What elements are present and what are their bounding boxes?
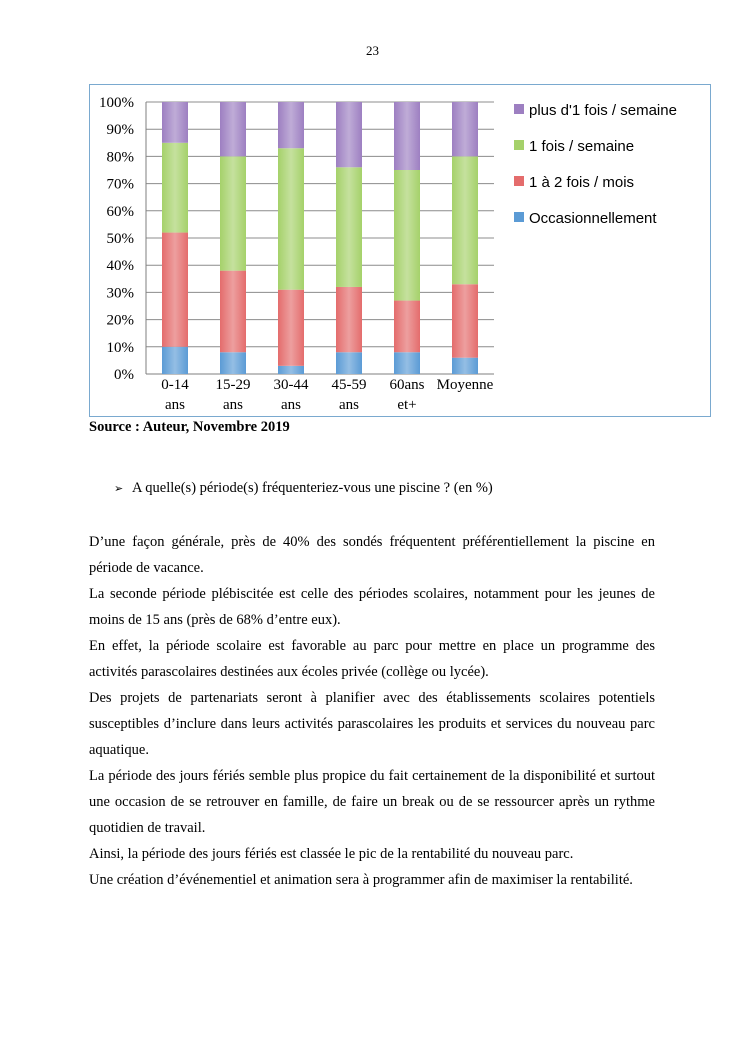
x-tick-label: 15-29 <box>215 377 251 393</box>
page-number: 23 <box>366 43 379 58</box>
y-tick-label: 70% <box>106 176 134 193</box>
bar-segment <box>278 102 304 148</box>
y-tick-label: 100% <box>99 95 134 111</box>
bar-segment <box>162 347 188 374</box>
bar-segment <box>452 156 478 284</box>
x-tick-label: ans <box>339 397 359 413</box>
bar-segment <box>394 102 420 170</box>
x-tick-label: 60ans <box>389 377 425 393</box>
paragraph: La période des jours fériés semble plus propice du fait certainement de la disponibilité et surtout une occasion de se retrouver en famille, de faire un break ou de se ressourcer après un rythme quotidien de travail. <box>89 768 655 836</box>
bar-segment <box>278 290 304 366</box>
x-tick-label: Moyenne <box>436 377 494 393</box>
bar-segment <box>220 271 246 353</box>
y-tick-label: 0% <box>114 367 134 383</box>
paragraph: Des projets de partenariats seront à planifier avec des établissements scolaires potentiels susceptibles d’inclure dans leurs activités parascolaires les produits et services du nouveau parc aquatique. <box>89 690 655 758</box>
bar-segment <box>220 156 246 270</box>
x-tick-label: ans <box>281 397 301 413</box>
y-tick-label: 10% <box>106 339 134 356</box>
y-tick-label: 30% <box>106 285 134 302</box>
arrow-bullet-icon: ➢ <box>114 482 124 495</box>
legend-label: Occasionnellement <box>529 210 657 227</box>
bar-segment <box>162 143 188 233</box>
y-tick-label: 80% <box>106 149 134 166</box>
paragraph: Une création d’événementiel et animation sera à programmer afin de maximiser la rentabilité. <box>89 872 633 888</box>
bar-segment <box>394 170 420 301</box>
bar-segment <box>278 366 304 374</box>
x-tick-label: ans <box>165 397 185 413</box>
bar-segment <box>452 358 478 374</box>
bar-segment <box>394 301 420 353</box>
y-tick-label: 40% <box>106 258 134 275</box>
y-tick-label: 50% <box>106 231 134 247</box>
legend-swatch <box>514 212 524 222</box>
legend-swatch <box>514 176 524 186</box>
legend-label: plus d'1 fois / semaine <box>529 102 677 119</box>
x-tick-label: 45-59 <box>331 377 367 393</box>
legend-label: 1 fois / semaine <box>529 138 635 155</box>
bar-segment <box>452 284 478 357</box>
chart-canvas <box>90 85 710 416</box>
bar-segment <box>162 102 188 143</box>
bar-segment <box>278 148 304 289</box>
legend-swatch <box>514 140 524 150</box>
bar-segment <box>336 287 362 352</box>
y-tick-label: 20% <box>106 312 134 329</box>
stacked-bar-chart <box>89 84 711 417</box>
bar-segment <box>220 352 246 374</box>
paragraph: D’une façon générale, près de 40% des sondés fréquentent préférentiellement la piscine en période de vacance. <box>89 534 655 576</box>
paragraph: En effet, la période scolaire est favorable au parc pour mettre en place un programme des activités parascolaires destinées aux écoles privée (collège ou lycée). <box>89 638 655 680</box>
bar-segment <box>336 102 362 167</box>
bar-segment <box>162 233 188 347</box>
bar-segment <box>394 352 420 374</box>
paragraph: Ainsi, la période des jours fériés est classée le pic de la rentabilité du nouveau parc. <box>89 846 574 862</box>
bar-segment <box>336 352 362 374</box>
paragraph: La seconde période plébiscitée est celle des périodes scolaires, notamment pour les jeunes de moins de 15 ans (près de 68% d’entre eux). <box>89 586 655 628</box>
body-text <box>89 529 655 893</box>
x-tick-label: et+ <box>397 397 417 413</box>
y-tick-label: 90% <box>106 122 134 139</box>
legend-swatch <box>514 104 524 114</box>
bar-segment <box>336 167 362 287</box>
x-tick-label: 0-14 <box>161 377 189 393</box>
question-text: A quelle(s) période(s) fréquenteriez-vous une piscine ? (en %) <box>132 480 493 496</box>
x-tick-label: ans <box>223 397 243 413</box>
bar-segment <box>452 102 478 156</box>
question-line <box>114 480 493 497</box>
legend-label: 1 à 2 fois / mois <box>529 174 635 191</box>
x-tick-label: 30-44 <box>273 377 309 393</box>
y-tick-label: 60% <box>106 203 134 220</box>
bar-segment <box>220 102 246 156</box>
chart-source: Source : Auteur, Novembre 2019 <box>89 419 290 435</box>
